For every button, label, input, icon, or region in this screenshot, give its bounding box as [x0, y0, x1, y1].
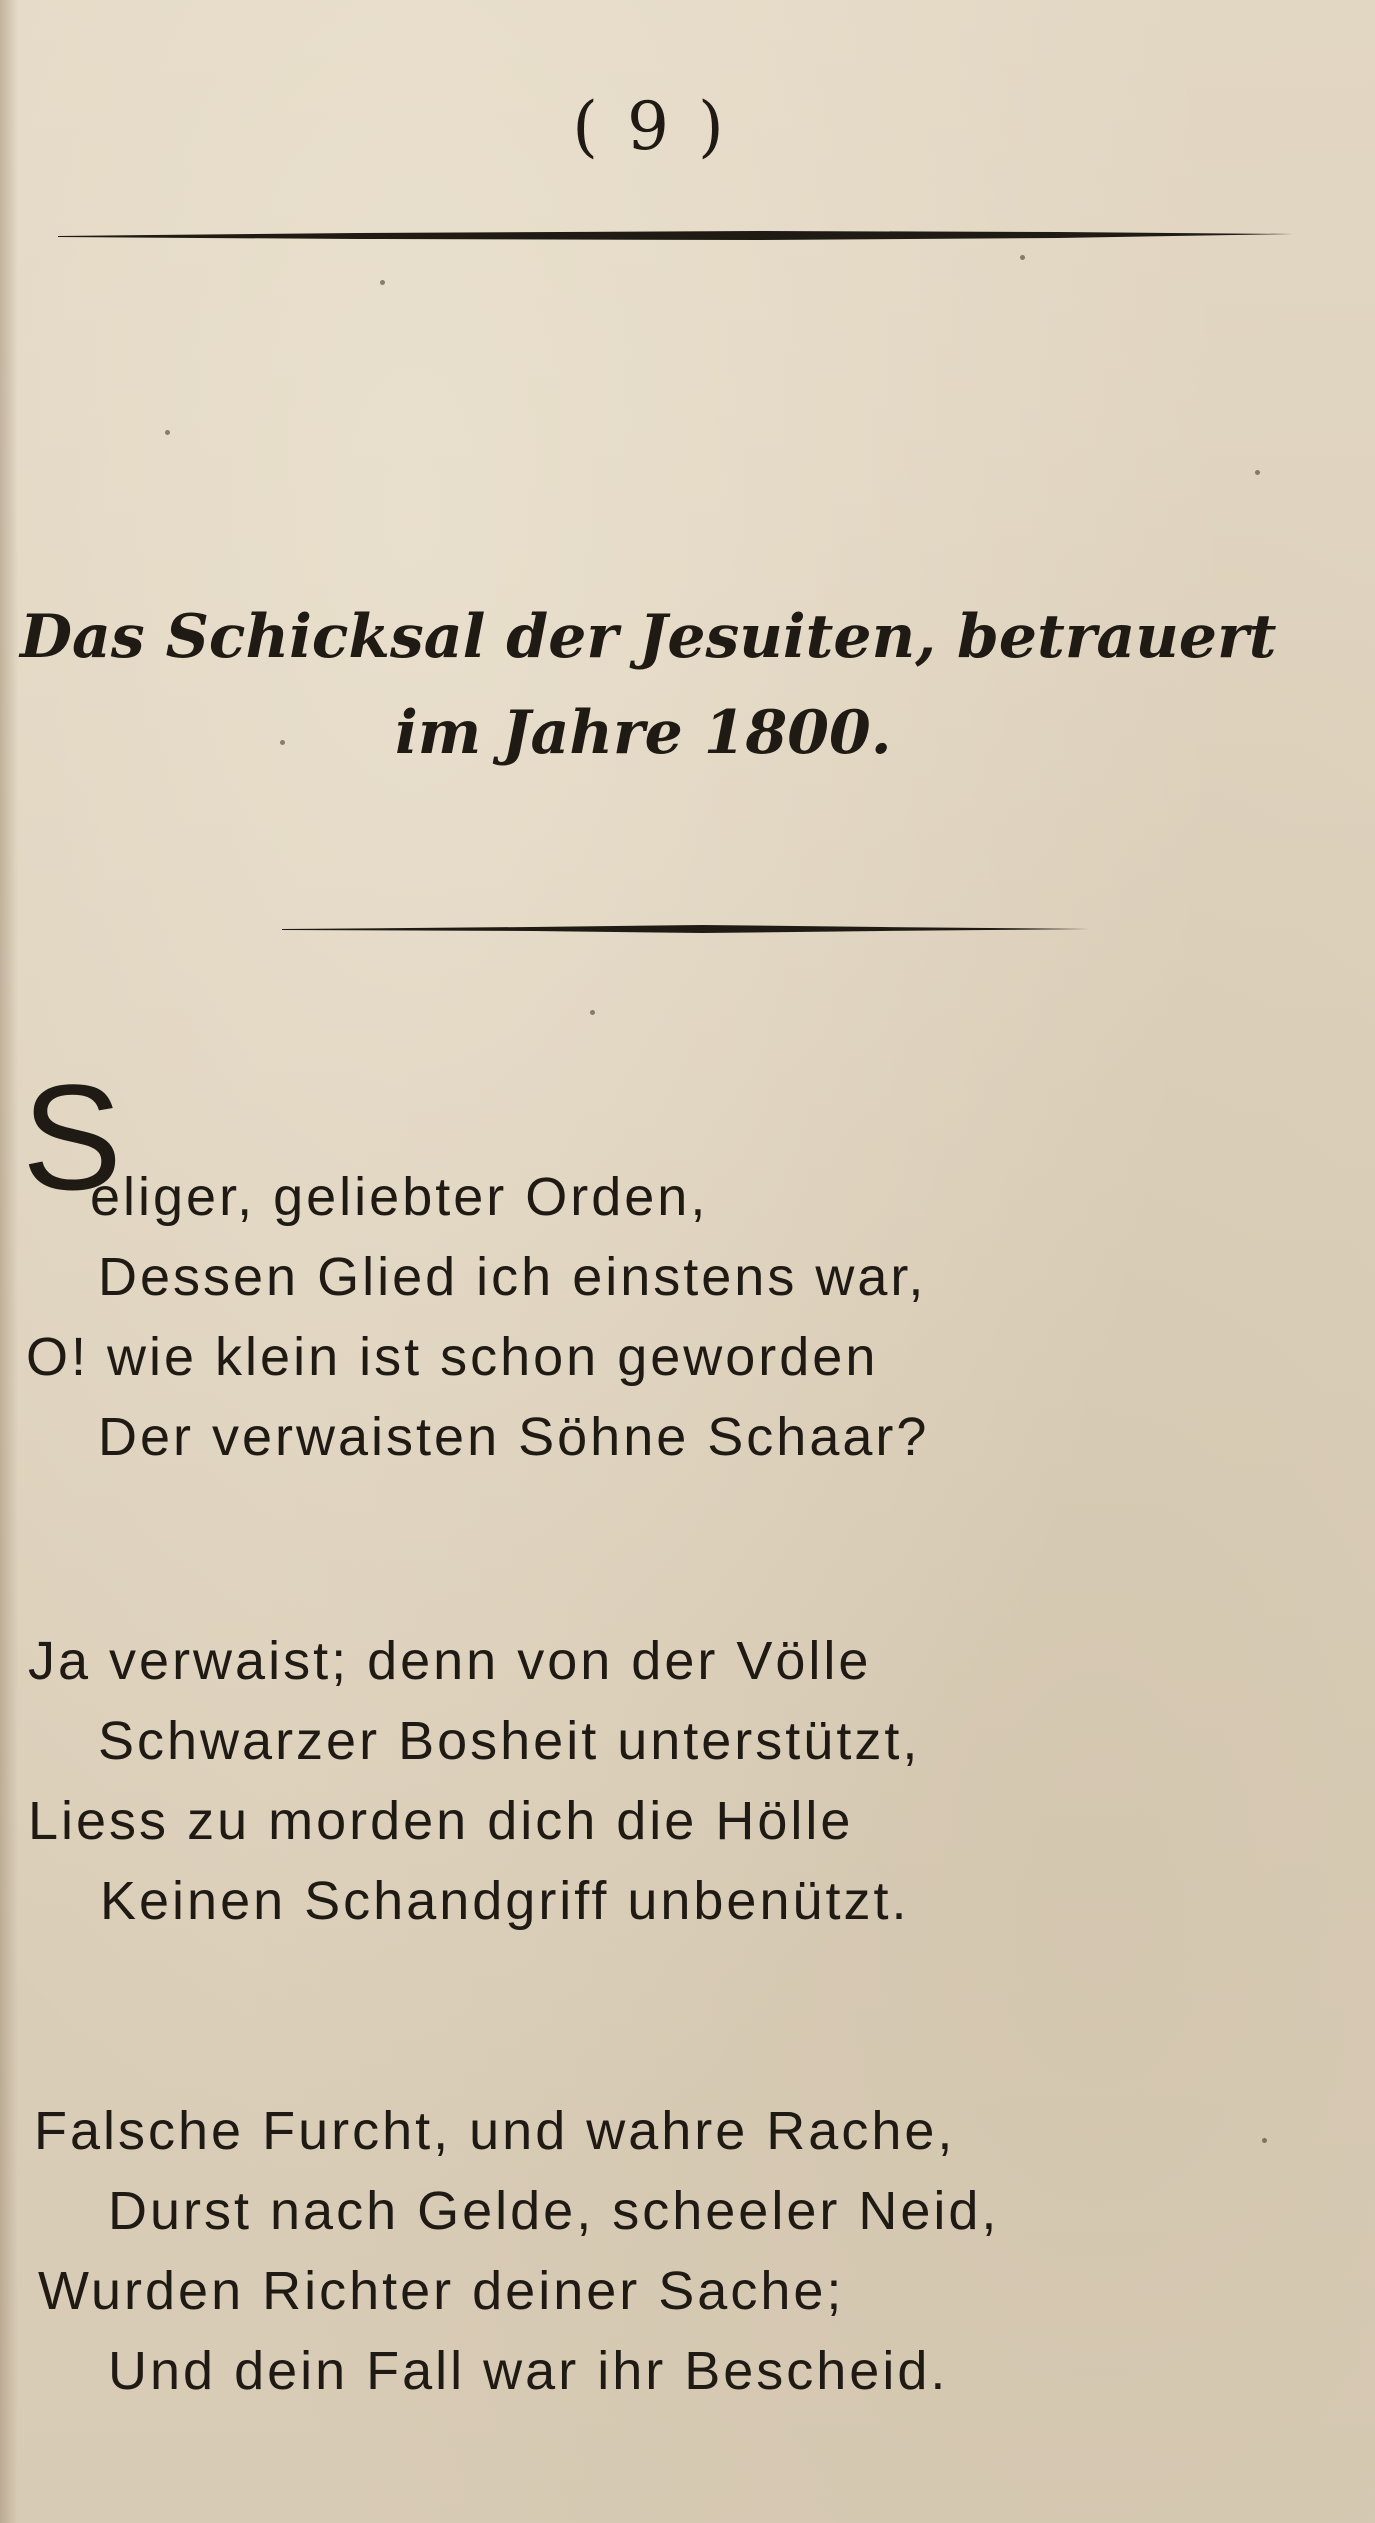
header-rule	[58, 228, 1293, 242]
title-line-1: Das Schicksal der Jesuiten, betrauert	[20, 602, 1277, 672]
poem-line: Und dein Fall war ihr Bescheid.	[108, 2341, 949, 2401]
poem-line: Wurden Richter deiner Sache;	[38, 2261, 845, 2321]
poem-line: Durst nach Gelde, scheeler Neid,	[108, 2181, 1000, 2241]
page-number: ( 9 )	[572, 88, 728, 165]
poem-line: Dessen Glied ich einstens war,	[98, 1247, 927, 1307]
poem-line: Schwarzer Bosheit unterstützt,	[98, 1711, 921, 1771]
paper-speck	[380, 280, 385, 285]
poem-line: Der verwaisten Söhne Schaar?	[98, 1407, 930, 1467]
paper-speck	[280, 740, 285, 745]
paper-speck	[165, 430, 170, 435]
paper-speck	[1262, 2138, 1267, 2143]
poem-line: Ja verwaist; denn von der Völle	[28, 1631, 872, 1691]
poem-line: O! wie klein ist schon geworden	[26, 1327, 879, 1387]
paper-speck	[1255, 470, 1260, 475]
title-rule	[282, 924, 1090, 934]
title-line-2: im Jahre 1800.	[395, 698, 892, 768]
paper-speck	[1020, 255, 1025, 260]
poem-line: Keinen Schandgriff unbenützt.	[100, 1871, 910, 1931]
paper-speck	[590, 1010, 595, 1015]
poem-line: Liess zu morden dich die Hölle	[28, 1791, 854, 1851]
poem-line: eliger, geliebter Orden,	[90, 1167, 709, 1227]
poem-line: Falsche Furcht, und wahre Rache,	[34, 2101, 956, 2161]
binding-shadow	[0, 0, 18, 2523]
drop-cap: S	[22, 1053, 123, 1221]
